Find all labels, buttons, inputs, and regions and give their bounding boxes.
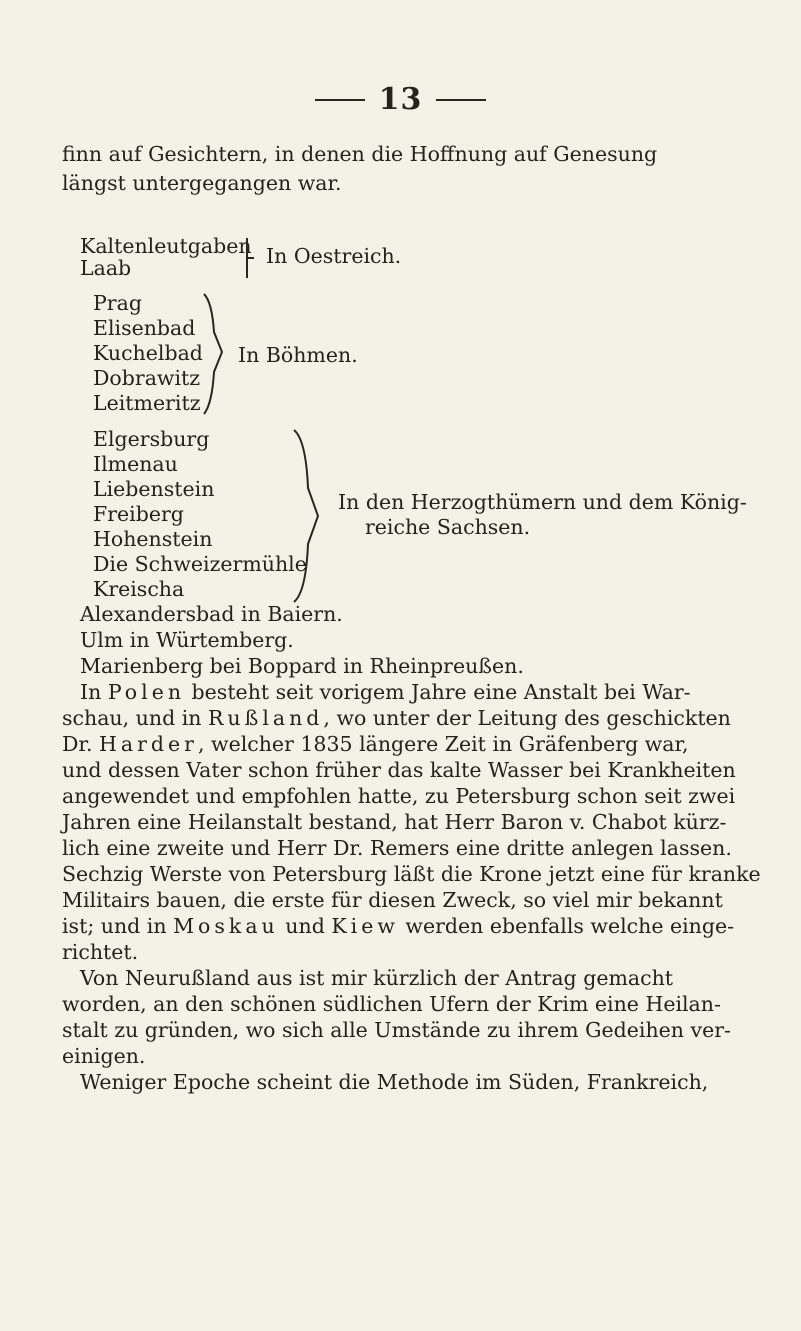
para2-line-2: worden, an den schönen südlichen Ufern der Krim eine Heilan- [62,992,721,1016]
para1-line-10-b: und [278,914,332,938]
brace-boehmen [200,292,236,416]
place-alexandersbad: Alexandersbad in Baiern. [80,602,343,626]
para1-line-2 [62,706,731,731]
intro-line-1: finn auf Gesichtern, in denen die Hoffnung auf Genesung [62,142,658,166]
para1-line-7: lich eine zweite und Herr Dr. Remers eine dritte anlegen lassen. [62,836,732,860]
para1-line-3 [62,732,689,757]
term-kiew: Kiew [331,914,399,938]
place-laab: Laab [80,256,132,280]
para1-line-9: Militairs bauen, die erste für diesen Zweck, so viel mir bekannt [62,888,723,912]
place-marienberg: Marienberg bei Boppard in Rheinpreußen. [80,654,524,678]
para1-line-4: und dessen Vater schon früher das kalte Wasser bei Krankheiten [62,758,736,782]
page-header [0,82,801,117]
term-russland: Rußland [207,706,324,730]
term-polen: Polen [107,680,186,704]
place-elisenbad: Elisenbad [93,316,196,340]
header-rule-left [315,99,365,101]
para1-line-1 [80,680,691,705]
place-freiberg: Freiberg [93,502,184,526]
place-schweizermuehle: Die Schweizermühle [93,552,307,576]
para1-line-5: angewendet und empfohlen hatte, zu Petersburg schon seit zwei [62,784,736,808]
para2-line-1: Von Neurußland aus ist mir kürzlich der Antrag gemacht [80,966,674,990]
place-prag: Prag [93,291,142,315]
brace-oestreich [244,236,260,280]
region-oestreich: In Oestreich. [266,244,402,268]
place-kreischa: Kreischa [93,577,185,601]
place-ulm: Ulm in Würtemberg. [80,628,294,652]
para1-line-3-a: Dr. [62,732,100,756]
place-liebenstein: Liebenstein [93,477,215,501]
place-kuchelbad: Kuchelbad [93,341,203,365]
para2-line-3: stalt zu gründen, wo sich alle Umstände zu ihrem Gedeihen ver- [62,1018,731,1042]
page-number: 13 [378,82,423,117]
place-dobrawitz: Dobrawitz [93,366,201,390]
para3-line-1: Weniger Epoche scheint die Methode im Süden, Frankreich, [80,1070,709,1094]
term-moskau: Moskau [173,914,279,938]
region-sachsen-line-1: In den Herzogthümern und dem König- [338,490,747,514]
place-elgersburg: Elgersburg [93,427,210,451]
para1-line-10 [62,914,734,939]
header-rule-right [436,99,486,101]
para1-line-3-b: , welcher 1835 längere Zeit in Gräfenberg war, [197,732,689,756]
para1-line-10-c: werden ebenfalls welche einge- [398,914,735,938]
para1-line-8: Sechzig Werste von Petersburg läßt die Krone jetzt eine für kranke [62,862,761,886]
para1-line-10-a: ist; und in [62,914,174,938]
para1-line-2-a: schau, und in [62,706,208,730]
para1-line-11: richtet. [62,940,139,964]
para1-line-6: Jahren eine Heilanstalt bestand, hat Herr Baron v. Chabot kürz- [62,810,727,834]
para1-line-2-b: , wo unter der Leitung des geschickten [323,706,731,730]
para1-lead: In [80,680,108,704]
place-leitmeritz: Leitmeritz [93,391,201,415]
term-harder: Harder [99,732,198,756]
place-hohenstein: Hohenstein [93,527,213,551]
region-boehmen: In Böhmen. [238,343,358,367]
para2-line-4: einigen. [62,1044,146,1068]
intro-line-2: längst untergegangen war. [62,171,342,195]
para1-line-1-rest: besteht seit vorigem Jahre eine Anstalt bei War- [185,680,691,704]
brace-sachsen [290,428,334,604]
region-sachsen-line-2: reiche Sachsen. [365,515,531,539]
place-kaltenleutgaben: Kaltenleutgaben [80,234,252,258]
place-ilmenau: Ilmenau [93,452,178,476]
